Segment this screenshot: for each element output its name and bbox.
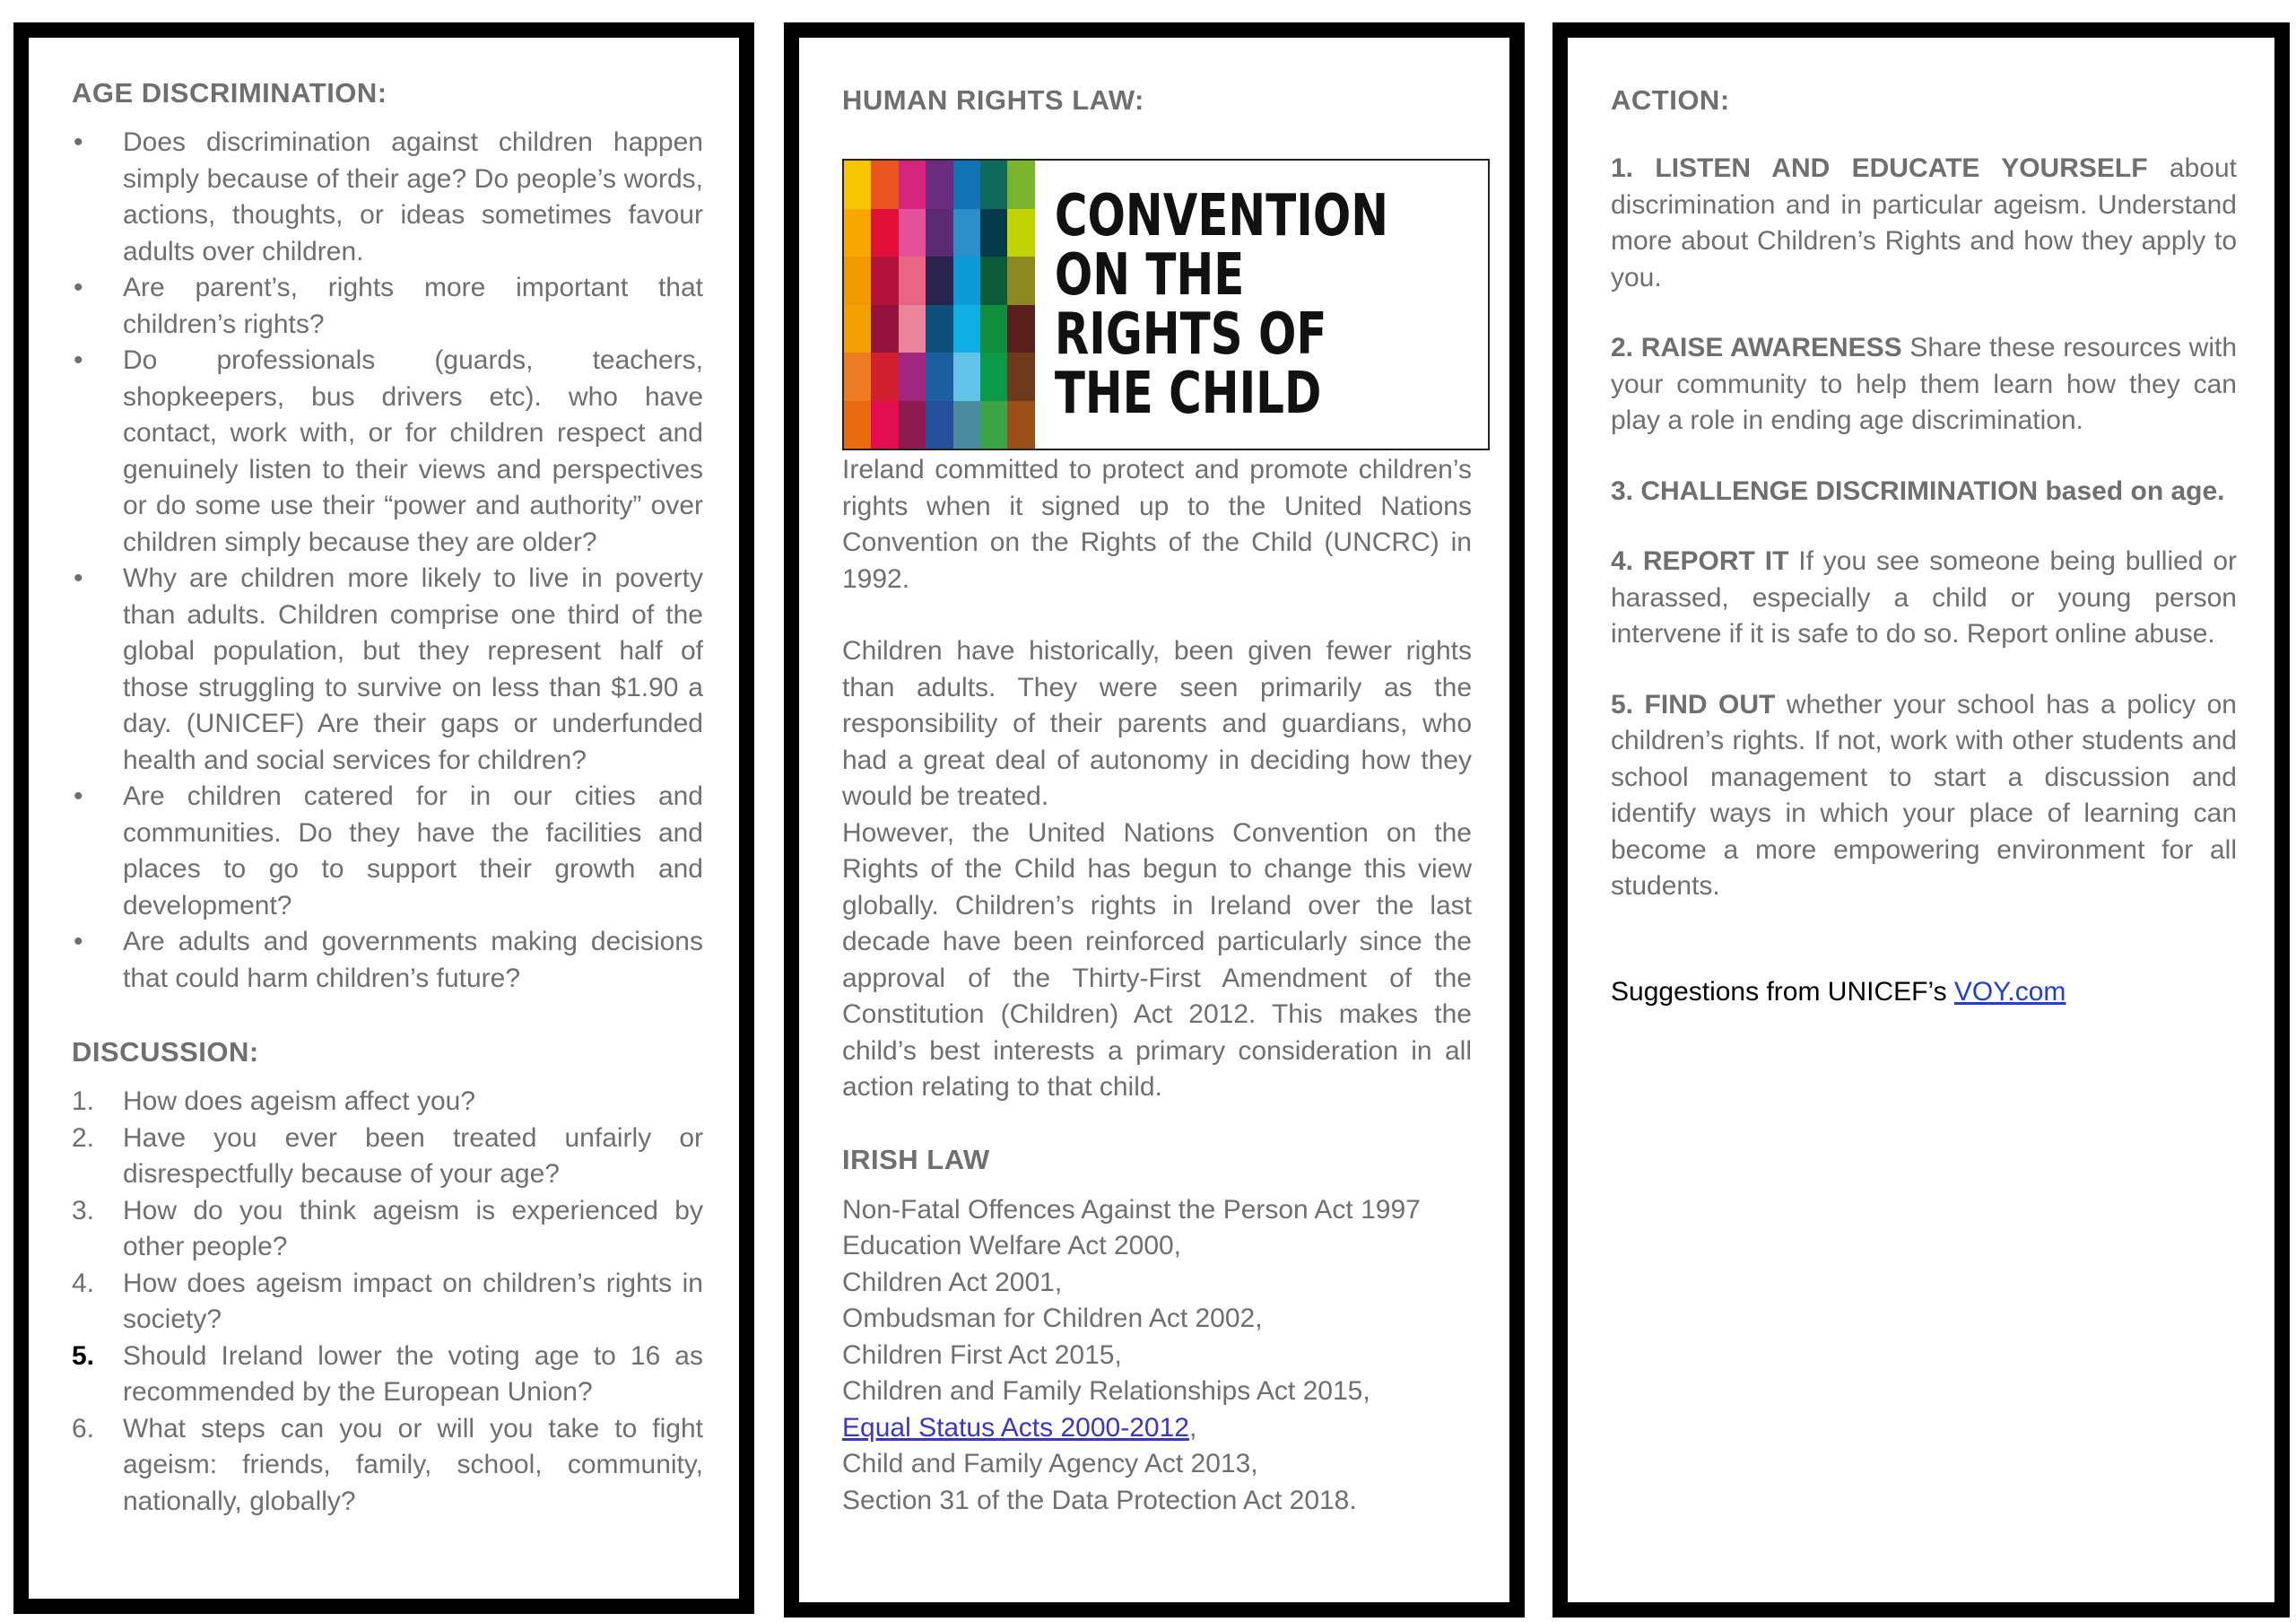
panel-age-discrimination	[13, 22, 754, 1614]
crc-color-tile	[980, 257, 1007, 305]
paragraph-uncrc-change: However, the United Nations Convention on the Rights of the Child has begun to change this view globally. Children’s rights in Ireland over the last decade have been reinforced particularly since the approval of the Thirty-First Amendment of the Constitution (Children) Act 2012. This makes the child’s best interests a primary consideration in all action relating to that child.	[842, 817, 1472, 1102]
bullet-icon: •	[74, 273, 83, 302]
list-item: Children First Act 2015,	[842, 1339, 1122, 1370]
crc-color-tile	[926, 257, 952, 305]
paragraph-ireland-committed: Ireland committed to protect and promote children’s rights when it signed up to the United Nations Convention on the Rights of the Child (UNCRC) in 1992.	[842, 455, 1472, 594]
heading-irish-law: IRISH LAW	[842, 1143, 990, 1175]
list-item: Non-Fatal Offences Against the Person Act 1997	[842, 1194, 1421, 1225]
list-item: Equal Status Acts 2000-2012,	[842, 1412, 1197, 1443]
list-item: Children and Family Relationships Act 2015,	[842, 1376, 1370, 1406]
list-item: Education Welfare Act 2000,	[842, 1231, 1182, 1260]
crc-color-tile	[844, 353, 871, 401]
crc-color-tile	[926, 401, 952, 449]
list-item: • Are children catered for in our cities and communities. Do they have the facilities and places to go to support their growth and development?	[72, 779, 703, 924]
bullet-icon: •	[74, 927, 83, 956]
crc-color-tile	[844, 401, 871, 449]
crc-color-tile	[844, 257, 871, 305]
list-item: 1. How does ageism affect you?	[72, 1086, 476, 1116]
irish-law-list	[842, 1192, 1472, 1520]
crc-color-tile	[899, 353, 926, 401]
list-item: 4. How does ageism impact on children’s rights in society?	[72, 1268, 703, 1334]
crc-color-tile	[871, 257, 898, 305]
bullet-icon: •	[74, 345, 83, 375]
crc-logo-text: CONVENTION ON THE RIGHTS OF THE CHILD	[1054, 182, 1388, 427]
panel-action	[1552, 22, 2290, 1618]
crc-color-tile	[926, 209, 952, 257]
action-list	[1611, 151, 2237, 905]
crc-color-tile	[899, 161, 926, 209]
crc-color-tile	[871, 161, 898, 209]
list-item: • Does discrimination against children happen simply because of their age? Do people’s words, actions, thoughts, or ideas sometimes favour adults over children.	[72, 125, 703, 270]
crc-color-tile	[953, 161, 980, 209]
heading-action: ACTION:	[1611, 84, 1730, 116]
crc-color-tile	[1007, 305, 1034, 353]
discussion-list	[72, 1084, 703, 1520]
crc-color-tile	[871, 209, 898, 257]
crc-color-tile	[980, 209, 1007, 257]
list-item: • Do professionals (guards, teachers, shopkeepers, bus drivers etc). who have contact, work with, or for children respect and genuinely listen to their views and perspectives or do some use their “power and authority” over children simply because they are older?	[72, 343, 703, 561]
list-item: • Why are children more likely to live in poverty than adults. Children comprise one third of the global population, but they represent half of those struggling to survive on less than $1.90 a day. (UNICEF) Are their gaps or underfunded health and social services for children?	[72, 561, 703, 779]
action-item: 5. FIND OUT whether your school has a policy on children’s rights. If not, work with other students and school management to start a discussion and identify ways in which your place of learning can become a more empowering environment for all students.	[1611, 689, 2237, 901]
crc-color-tile	[926, 353, 952, 401]
crc-color-tile	[1007, 353, 1034, 401]
crc-color-tile	[899, 401, 926, 449]
panel-human-rights-law	[784, 22, 1525, 1618]
crc-color-tile	[926, 161, 952, 209]
crc-color-tile	[953, 401, 980, 449]
action-item: 3. CHALLENGE DISCRIMINATION based on age.	[1611, 475, 2225, 506]
crc-color-tile	[980, 305, 1007, 353]
crc-color-tile	[1007, 161, 1034, 209]
crc-color-tile	[844, 305, 871, 353]
crc-color-grid	[844, 161, 1035, 449]
list-item: Ombudsman for Children Act 2002,	[842, 1304, 1263, 1333]
crc-color-tile	[899, 257, 926, 305]
crc-color-tile	[871, 353, 898, 401]
unicef-suggestion: Suggestions from UNICEF’s VOY.com	[1611, 976, 2066, 1007]
list-item: 3. How do you think ageism is experienced by other people?	[72, 1195, 703, 1261]
crc-color-tile	[1007, 209, 1034, 257]
heading-discussion: DISCUSSION:	[72, 1036, 259, 1068]
crc-color-tile	[953, 305, 980, 353]
paragraph-history: Children have historically, been given fewer rights than adults. They were seen primarily as the responsibility of their parents and guardians, who had a great deal of autonomy in deciding how they would be treated.	[842, 636, 1472, 811]
action-item: 4. REPORT IT If you see someone being bullied or harassed, especially a child or young person intervene if it is safe to do so. Report online abuse.	[1611, 546, 2238, 649]
crc-color-tile	[871, 305, 898, 353]
equal-status-acts-link[interactable]: Equal Status Acts 2000-2012	[842, 1412, 1189, 1443]
crc-color-tile	[980, 161, 1007, 209]
crc-color-tile	[980, 401, 1007, 449]
bullet-icon: •	[74, 563, 83, 593]
list-item: • Are parent’s, rights more important that children’s rights?	[72, 270, 703, 343]
heading-human-rights-law: HUMAN RIGHTS LAW:	[842, 84, 1144, 116]
list-item: 2. Have you ever been treated unfairly or disrespectfully because of your age?	[72, 1122, 703, 1189]
crc-color-tile	[844, 209, 871, 257]
list-item: Children Act 2001,	[842, 1267, 1063, 1297]
crc-color-tile	[1007, 401, 1034, 449]
bullet-icon: •	[74, 127, 83, 157]
action-item: 2. RAISE AWARENESS Share these resources with your community to help them learn how they can play a role in ending age discrimination.	[1611, 333, 2238, 435]
list-item: 5. Should Ireland lower the voting age to 16 as recommended by the European Union?	[72, 1340, 703, 1407]
crc-color-tile	[844, 161, 871, 209]
crc-color-tile	[899, 209, 926, 257]
crc-color-tile	[871, 401, 898, 449]
crc-color-tile	[953, 257, 980, 305]
voy-link[interactable]: VOY.com	[1953, 976, 2066, 1007]
list-item: Section 31 of the Data Protection Act 2018.	[842, 1485, 1357, 1515]
bullet-icon: •	[74, 781, 83, 811]
crc-color-tile	[926, 305, 952, 353]
crc-color-tile	[980, 353, 1007, 401]
list-item: Child and Family Agency Act 2013,	[842, 1449, 1258, 1478]
crc-color-tile	[953, 209, 980, 257]
heading-age-discrimination: AGE DISCRIMINATION:	[72, 77, 387, 109]
crc-color-tile	[953, 353, 980, 401]
list-item: • Are adults and governments making decisions that could harm children’s future?	[72, 924, 703, 997]
crc-color-tile	[899, 305, 926, 353]
crc-color-tile	[1007, 257, 1034, 305]
age-questions-list	[72, 125, 703, 997]
crc-logo	[842, 159, 1490, 450]
list-item: 6. What steps can you or will you take to fight ageism: friends, family, school, community, nationally, globally?	[72, 1413, 703, 1516]
action-item: 1. LISTEN AND EDUCATE YOURSELF about discrimination and in particular ageism. Understand more about Children’s Rights and how they apply to you.	[1611, 153, 2237, 292]
